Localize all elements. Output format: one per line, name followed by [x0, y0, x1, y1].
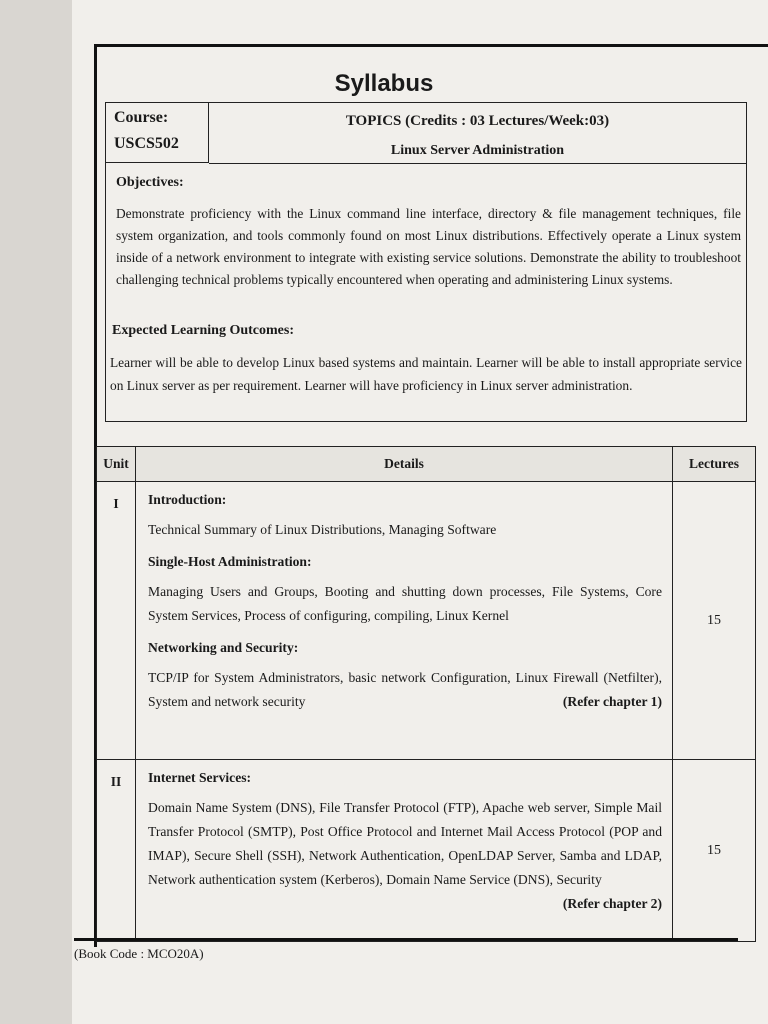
- course-cell: [106, 103, 209, 163]
- section-heading: Internet Services:: [148, 770, 252, 785]
- book-code: (Book Code : MCO20A): [74, 946, 204, 961]
- table-row: [97, 760, 756, 942]
- section-body: Managing Users and Groups, Booting and shutting down processes, File Systems, Core System Services, Process of configuring, compiling, Linux Kernel: [148, 584, 662, 623]
- section-heading: Networking and Security:: [148, 640, 299, 655]
- section-body-text: TCP/IP for System Administrators, basic network Configuration, Linux Firewall (Netfilter), System and network security: [148, 670, 662, 709]
- lectures-header: Lectures: [673, 447, 756, 482]
- section-body: [148, 666, 662, 714]
- outcomes-text: Learner will be able to develop Linux based systems and maintain. Learner will be able to install appropriate service on Linux server as per requirement. Learner will have proficiency in Linux server administration.: [110, 355, 742, 393]
- section-heading: Single-Host Administration:: [148, 554, 312, 569]
- section-body: Technical Summary of Linux Distributions, Managing Software: [148, 522, 497, 537]
- outcomes-heading: Expected Learning Outcomes:: [112, 323, 294, 338]
- objectives-heading: Objectives:: [116, 175, 184, 190]
- topics-line: TOPICS (Credits : 03 Lectures/Week:03): [345, 113, 610, 129]
- chapter-reference: (Refer chapter 2): [562, 896, 662, 911]
- lectures-value: 15: [673, 760, 756, 942]
- unit-header: Unit: [97, 447, 136, 482]
- unit-number: II: [97, 760, 136, 942]
- page-title: Syllabus: [334, 70, 434, 97]
- objectives-text: Demonstrate proficiency with the Linux command line interface, directory & file management techniques, file system organization, and tools commonly found on most Linux distributions. Effectively operate a Linux system inside of a network environment to integrate with existing service solutions. Demonstrate the ability to troubleshoot challenging technical problems typically encountered when operating and administering Linux systems.: [116, 206, 741, 287]
- scan-margin: [0, 0, 72, 1024]
- course-label: Course:: [114, 109, 169, 126]
- footer-rule: [74, 938, 738, 941]
- section-body-text: Domain Name System (DNS), File Transfer Protocol (FTP), Apache web server, Simple Mail Transfer Protocol (SMTP), Post Office Protocol and Internet Mail Access Protocol (POP and IMAP), Secure Shell (SSH), Network Authentication, OpenLDAP Server, Samba and LDAP, Network authentication system (Kerberos), Domain Name Service (DNS), Security: [148, 800, 662, 887]
- section-body: [148, 796, 662, 911]
- details-header: Details: [136, 447, 673, 482]
- unit-details: [136, 760, 673, 942]
- section-heading: Introduction:: [148, 492, 227, 507]
- unit-number: I: [97, 482, 136, 760]
- topics-cell: [209, 103, 746, 164]
- unit-details: [136, 482, 673, 760]
- table-header-row: [97, 447, 756, 482]
- lectures-value: 15: [673, 482, 756, 760]
- course-code: USCS502: [114, 135, 179, 152]
- subject-name: Linux Server Administration: [390, 143, 565, 158]
- chapter-reference: (Refer chapter 1): [562, 694, 662, 709]
- units-table: [96, 446, 756, 942]
- course-box: [105, 102, 747, 422]
- table-row: [97, 482, 756, 760]
